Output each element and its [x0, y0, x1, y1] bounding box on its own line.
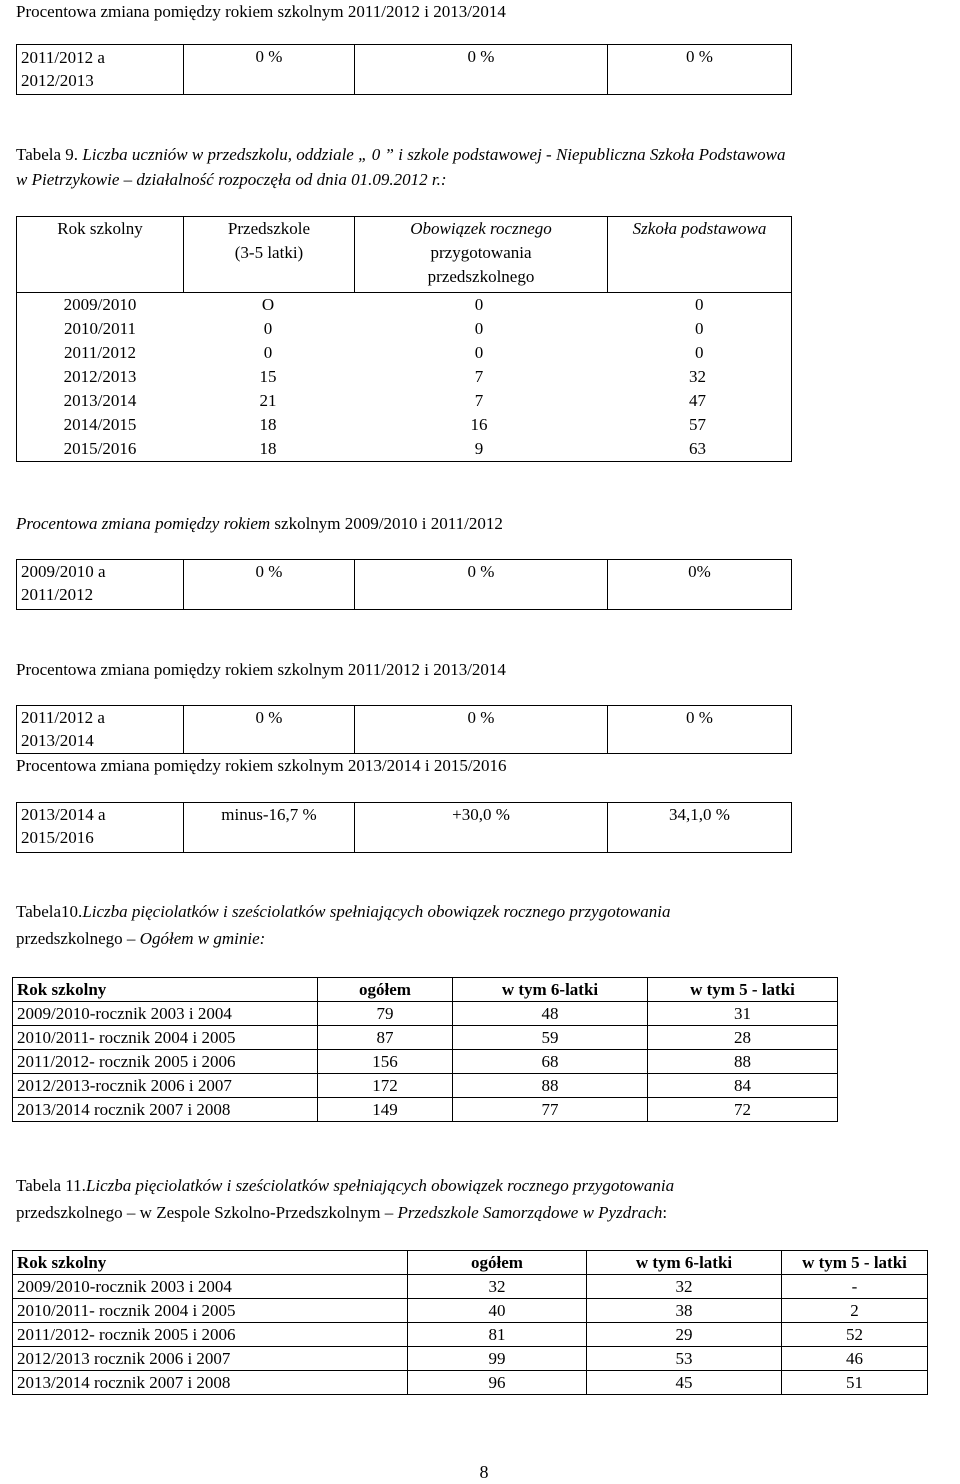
header-ogolem: ogółem	[408, 1251, 587, 1275]
table-row: 2013/2014 21 7 47	[63, 391, 706, 410]
percent2-heading: Procentowa zmiana pomiędzy rokiem szkolnym 2011/2012 i 2013/2014	[16, 660, 506, 679]
cell: 0 %	[184, 706, 355, 754]
table9-caption: Tabela 9. Liczba uczniów w przedszkolu, oddziale „ 0 ” i szkole podstawowej - Niepubliczna Szkoła Podstawowa	[16, 145, 786, 164]
percent-table-3	[16, 802, 792, 853]
header-obowiazek: Obowiązek rocznego przygotowania przedszkolnego	[355, 217, 608, 293]
cell: 0 %	[355, 45, 608, 95]
table9-caption-line2: w Pietrzykowie – działalność rozpoczęła od dnia 01.09.2012 r.:	[16, 170, 447, 189]
table-row: 2010/2011- rocznik 2004 i 2005 87 59 28	[13, 1026, 838, 1050]
table-row: 2014/2015 18 16 57	[63, 415, 706, 434]
table10-caption-line2: przedszkolnego – Ogółem w gminie:	[16, 929, 266, 948]
cell: 0 %	[184, 45, 355, 95]
table-row: 2012/2013 rocznik 2006 i 2007 99 53 46	[13, 1347, 928, 1371]
table9-body	[17, 293, 791, 461]
percent-table-2	[16, 705, 792, 754]
table-row: 2011/2012 0 0 0	[63, 343, 704, 362]
row-label: 2009/2010 a 2011/2012	[17, 560, 184, 610]
percent-table-1	[16, 559, 792, 610]
table9	[16, 216, 792, 462]
header-rok: Rok szkolny	[13, 978, 318, 1002]
cell: 0 %	[184, 560, 355, 610]
table-row: 2011/2012- rocznik 2005 i 2006 81 29 52	[13, 1323, 928, 1347]
table-row: 2013/2014 rocznik 2007 i 2008 96 45 51	[13, 1371, 928, 1395]
header-5-latki: w tym 5 - latki	[782, 1251, 928, 1275]
table-row: 2015/2016 18 9 63	[63, 439, 706, 458]
cell: 34,1,0 %	[608, 803, 792, 853]
table-row: 2012/2013 15 7 32	[63, 367, 706, 386]
table-row: 2010/2011 0 0 0	[63, 319, 704, 338]
cell: minus-16,7 %	[184, 803, 355, 853]
cell: 0 %	[355, 706, 608, 754]
table-row: 2011/2012- rocznik 2005 i 2006 156 68 88	[13, 1050, 838, 1074]
table-row: 2013/2014 rocznik 2007 i 2008 149 77 72	[13, 1098, 838, 1122]
row-label: 2013/2014 a 2015/2016	[17, 803, 184, 853]
header-5-latki: w tym 5 - latki	[648, 978, 838, 1002]
table10-caption: Tabela10.Liczba pięciolatków i sześciolatków spełniających obowiązek rocznego przygotowania	[16, 902, 671, 921]
row-label: 2011/2012 a 2012/2013	[17, 45, 184, 95]
table-row: 2012/2013-rocznik 2006 i 2007 172 88 84	[13, 1074, 838, 1098]
heading-top: Procentowa zmiana pomiędzy rokiem szkolnym 2011/2012 i 2013/2014	[16, 2, 506, 21]
percent-table-top	[16, 44, 792, 95]
table11-caption-line2: przedszkolnego – w Zespole Szkolno-Przedszkolnym – Przedszkole Samorządowe w Pyzdrach:	[16, 1203, 668, 1222]
table11-caption: Tabela 11.Liczba pięciolatków i sześciolatków spełniających obowiązek rocznego przygotowania	[16, 1176, 675, 1195]
percent3-heading: Procentowa zmiana pomiędzy rokiem szkolnym 2013/2014 i 2015/2016	[16, 756, 507, 775]
cell: 0 %	[608, 706, 792, 754]
header-przedszkole: Przedszkole (3-5 latki)	[184, 217, 355, 293]
cell: 0 %	[608, 45, 792, 95]
header-rok: Rok szkolny	[13, 1251, 408, 1275]
table11	[12, 1250, 928, 1395]
header-6-latki: w tym 6-latki	[453, 978, 648, 1002]
table-row: 2010/2011- rocznik 2004 i 2005 40 38 2	[13, 1299, 928, 1323]
percent1-heading: Procentowa zmiana pomiędzy rokiem szkolnym 2009/2010 i 2011/2012	[16, 514, 503, 533]
cell: +30,0 %	[355, 803, 608, 853]
header-szkola: Szkoła podstawowa	[608, 217, 792, 293]
table10	[12, 977, 838, 1122]
header-6-latki: w tym 6-latki	[587, 1251, 782, 1275]
cell: 0%	[608, 560, 792, 610]
table-row: 2009/2010 O 0 0	[63, 295, 704, 314]
cell: 0 %	[355, 560, 608, 610]
table-row: 2009/2010-rocznik 2003 i 2004 79 48 31	[13, 1002, 838, 1026]
page-number: 8	[479, 1462, 489, 1482]
table-row: 2009/2010-rocznik 2003 i 2004 32 32 -	[13, 1275, 928, 1299]
header-ogolem: ogółem	[318, 978, 453, 1002]
row-label: 2011/2012 a 2013/2014	[17, 706, 184, 754]
header-rok: Rok szkolny	[17, 217, 184, 293]
